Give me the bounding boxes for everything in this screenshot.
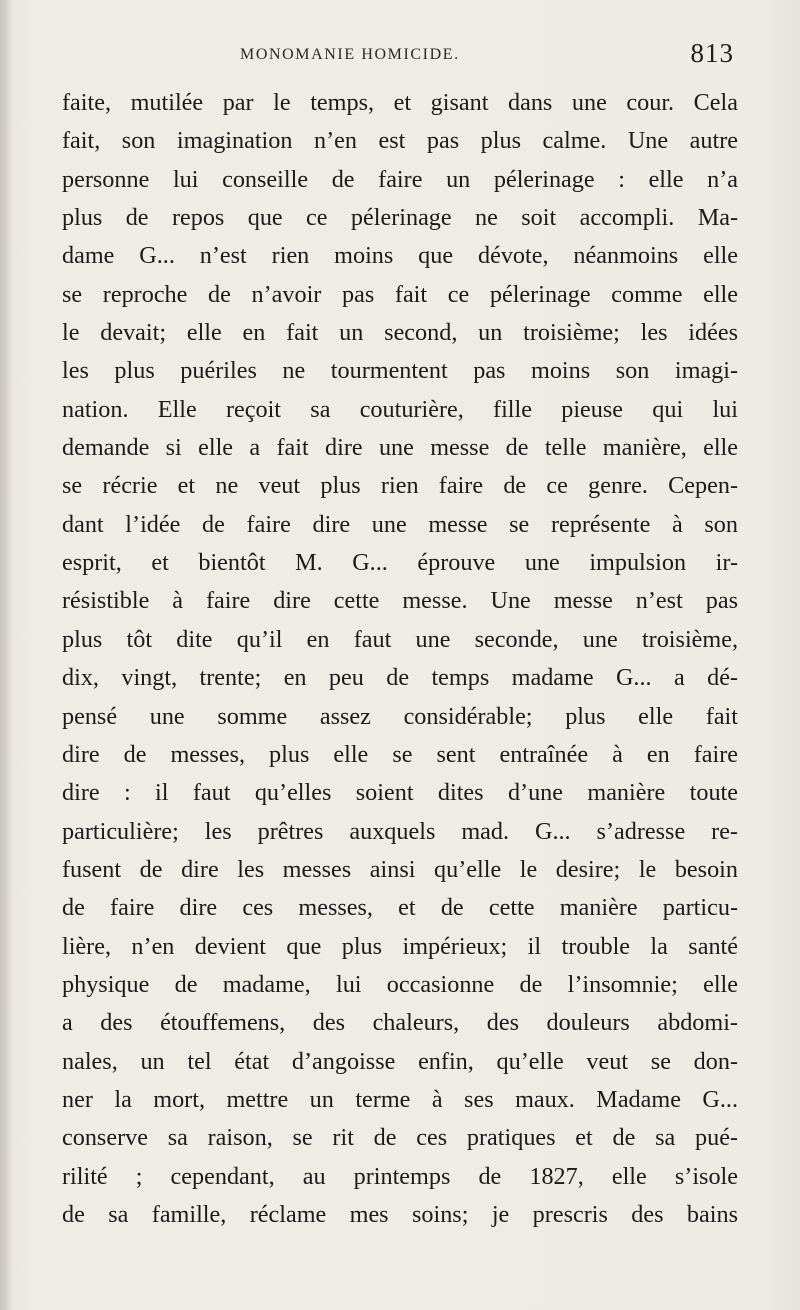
text-line: nation. Elle reçoit sa couturière, fille pieuse qui lui (62, 395, 738, 423)
text-line: nales, un tel état d’angoisse enfin, qu’elle veut se don- (62, 1047, 738, 1075)
text-line: rilité ; cependant, au printemps de 1827, elle s’isole (62, 1162, 738, 1190)
text-line: fusent de dire les messes ainsi qu’elle le desire; le besoin (62, 855, 738, 883)
text-line: personne lui conseille de faire un pélerinage : elle n’a (62, 165, 738, 193)
page-number: 813 (690, 38, 734, 68)
text-line: lière, n’en devient que plus impérieux; il trouble la santé (62, 932, 738, 960)
text-line: dant l’idée de faire dire une messe se représente à son (62, 510, 738, 538)
text-line: dix, vingt, trente; en peu de temps madame G... a dé- (62, 664, 738, 692)
text-line: conserve sa raison, se rit de ces pratiques et de sa pué- (62, 1124, 738, 1152)
gutter-shadow (0, 0, 12, 1310)
text-line: se récrie et ne veut plus rien faire de ce genre. Cepen- (62, 472, 738, 500)
text-line: dire : il faut qu’elles soient dites d’une manière toute (62, 779, 738, 807)
text-line: se reproche de n’avoir pas fait ce pélerinage comme elle (62, 280, 738, 308)
text-line: dire de messes, plus elle se sent entraînée à en faire (62, 740, 738, 768)
text-line: pensé une somme assez considérable; plus elle fait (62, 702, 738, 730)
text-line: demande si elle a fait dire une messe de telle manière, elle (62, 434, 738, 462)
running-head: MONOMANIE HOMICIDE. (240, 46, 460, 63)
text-line: plus tôt dite qu’il en faut une seconde, une troisième, (62, 625, 738, 653)
text-line: fait, son imagination n’en est pas plus calme. Une autre (62, 127, 738, 155)
text-line: esprit, et bientôt M. G... éprouve une impulsion ir- (62, 549, 738, 577)
text-line: résistible à faire dire cette messe. Une messe n’est pas (62, 587, 738, 615)
text-line: les plus puériles ne tourmentent pas moins son imagi- (62, 357, 738, 385)
text-line: dame G... n’est rien moins que dévote, néanmoins elle (62, 242, 738, 270)
text-line: le devait; elle en fait un second, un troisième; les idées (62, 319, 738, 347)
text-line: particulière; les prêtres auxquels mad. G... s’adresse re- (62, 817, 738, 845)
text-line: de faire dire ces messes, et de cette manière particu- (62, 894, 738, 922)
body-text (62, 84, 738, 1234)
page-header (62, 38, 734, 78)
text-line: physique de madame, lui occasionne de l’insomnie; elle (62, 970, 738, 998)
text-line: ner la mort, mettre un terme à ses maux. Madame G... (62, 1085, 738, 1113)
text-line: de sa famille, réclame mes soins; je prescris des bains (62, 1200, 738, 1228)
text-line: a des étouffemens, des chaleurs, des douleurs abdomi- (62, 1009, 738, 1037)
text-line: plus de repos que ce pélerinage ne soit accompli. Ma- (62, 204, 738, 232)
text-line: faite, mutilée par le temps, et gisant dans une cour. Cela (62, 89, 738, 116)
